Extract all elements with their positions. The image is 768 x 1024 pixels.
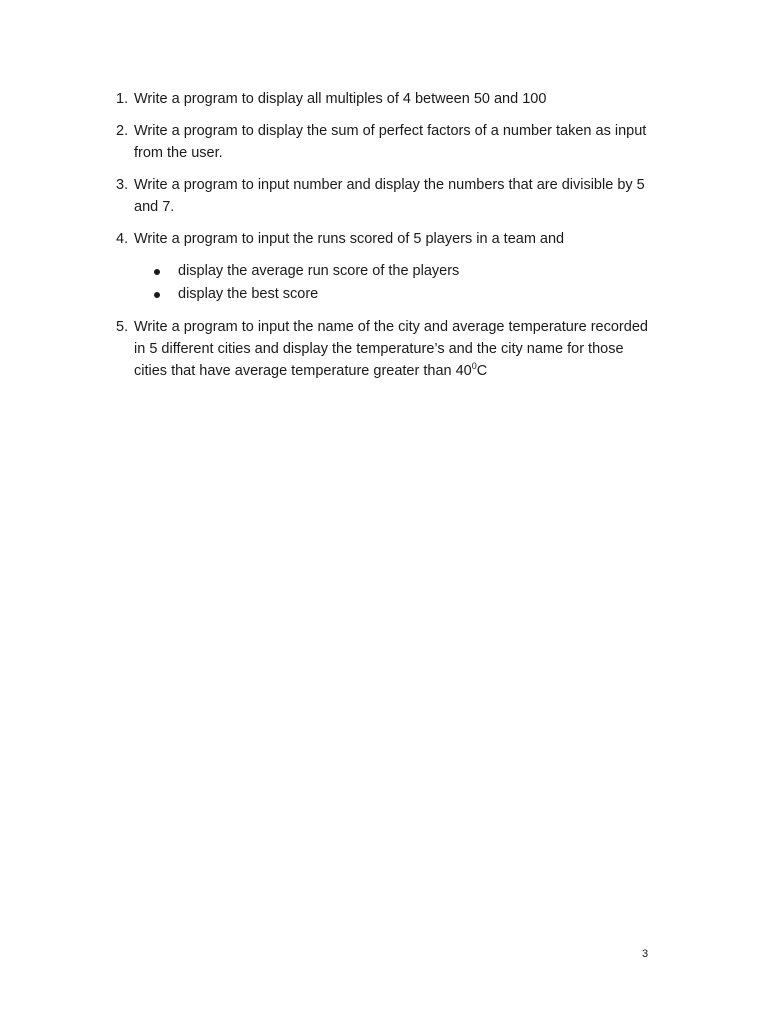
page-number: 3 — [642, 948, 649, 960]
question-number: 1. — [116, 91, 129, 107]
bullet-icon — [154, 269, 160, 275]
question-text-unit: C — [476, 363, 488, 379]
bullet-text: display the best score — [178, 286, 319, 302]
question-number: 2. — [116, 123, 129, 139]
question-item — [116, 174, 656, 218]
question-item — [116, 228, 656, 306]
bullet-item — [134, 260, 656, 283]
question-number: 5. — [116, 319, 129, 335]
degree-superscript: 0 — [471, 361, 477, 372]
bullet-text: display the average run score of the players — [178, 263, 460, 279]
question-text: Write a program to input number and display the numbers that are divisible by 5 and 7. — [134, 177, 645, 215]
question-text — [134, 316, 656, 382]
question-text: Write a program to display the sum of perfect factors of a number taken as input from the user. — [134, 123, 647, 161]
question-number: 3. — [116, 177, 129, 193]
question-item — [116, 88, 656, 110]
question-item — [116, 316, 656, 382]
bullet-item — [134, 283, 656, 306]
question-item — [116, 120, 656, 164]
question-text-main: Write a program to input the name of the city and average temperature recorded in 5 different cities and display the temperature’s and the city name for those cities that have average temperature greater than 40 — [134, 319, 648, 379]
question-text: Write a program to display all multiples of 4 between 50 and 100 — [134, 91, 547, 107]
bullet-list — [134, 260, 656, 306]
question-text: Write a program to input the runs scored of 5 players in a team and — [134, 231, 565, 247]
question-number: 4. — [116, 231, 129, 247]
bullet-icon — [154, 292, 160, 298]
question-list — [116, 88, 656, 392]
